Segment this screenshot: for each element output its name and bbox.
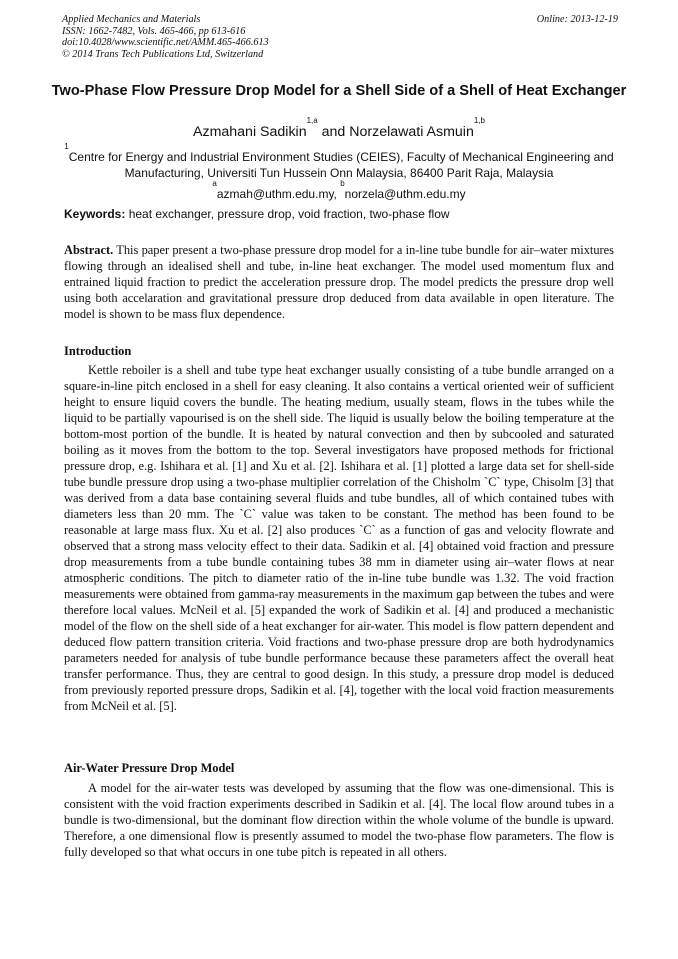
abstract-text: This paper present a two-phase pressure drop model for a in-line tube bundle for air–water mixtures flowing through an idealised shell and tube, in-line heat exchanger. The model used momentum flux and entrained liquid fraction to predict the acceleration pressure drop. The model predicts the pressure drop well using both accelaration and gravitational pressure drop deduced from data available in open literature. The model is shown to be mass flux dependence. [64, 243, 614, 321]
doi-line[interactable]: doi:10.4028/www.scientific.net/AMM.465-466.613 [62, 37, 269, 49]
model-section-paragraph: A model for the air-water tests was developed by assuming that the flow was one-dimensional. This is consistent with the void fraction experiments described in Sadikin et al. [4]. The local flow around tubes in a bundle is two-dimensional, but the dominant flow direction within the whole volume of the bundle is upward. Therefore, a one dimensional flow is presently assumed to model the two-phase flow parameters. The flow is fully developed so that what occurs in one tube pitch is repeated in all others. [64, 781, 614, 859]
keywords [64, 207, 618, 222]
author-name: Norzelawati Asmuin [349, 124, 474, 140]
email-link[interactable]: azmah@uthm.edu.my, [216, 187, 341, 201]
journal-header [62, 14, 618, 60]
affiliation [54, 142, 624, 181]
model-section-heading: Air-Water Pressure Drop Model [64, 761, 235, 775]
introduction-paragraph: Kettle reboiler is a shell and tube type heat exchanger usually consisting of a tube bundle arranged on a square-in-line pitch enclosed in a shell for easy cleaning. It also contains a vertical oriented weir of sufficient height to ensure liquid covers the bundle. The heating medium, usually steam, flows in the tubes while the liquid to be partially vapourised is on the shell side. The liquid is usually below the boiling temperature at the bottom-most portion of the bundle. It is heated by natural convection and then by subcooled and saturated boiling as it moves from the bottom to the top. Several investigators have proposed methods for frictional pressure drop, e.g. Ishihara et al. [1] and Xu et al. [2]. Ishihara et al. [1] plotted a large data set for shell-side tube bundle pressure drop using a two-phase multiplier correlation of the Chisholm `C` type, Chisolm [3] that was derived from a data base containing several fluids and tube bundles, all of which contained tubes with diameters less than 20 mm. The `C` value was taken to be constant. The method has been found to be reasonable at large mass flux. Xu et al. [2] also produces `C` as a function of gas and velocity flowrate and observed that a strong mass velocity effect to their data. Sadikin et al. [4] obtained void fraction and pressure drop measurements from a tube bundle containing tubes 38 mm in diameter using air–water flows at near atmospheric conditions. The pitch to diameter ratio of the in-line tube bundle was 1.32. The void fraction measurements were obtained from gamma-ray measurements in the maximum gap between the tubes and were therefore local values. McNeil et al. [5] expanded the work of Sadikin et al. [4] and produced a mechanistic model of the flow on the shell side of a heat exchanger for air-water. This model is flow pattern dependent and deduced flow pattern transition criteria. Void fractions and two-phase pressure drop are both hydrodynamics parameters needed for analysis of tube bundle performance because these parameters affect the overall heat transfer performance. Thus, they are central to good design. In this study, a pressure drop model is deduced from previously reported pressure drops, Sadikin et al. [4], together with the local void fraction measurements from McNeil et al. [5]. [64, 363, 614, 713]
email-line [54, 179, 624, 202]
email-mark: a [212, 179, 217, 188]
email-link[interactable]: norzela@uthm.edu.my [344, 187, 466, 201]
abstract-label: Abstract. [64, 243, 114, 257]
author-affiliation-mark: 1,b [473, 116, 485, 125]
author-line [50, 116, 628, 141]
issn-line: ISSN: 1662-7482, Vols. 465-466, pp 613-616 [62, 25, 246, 37]
keywords-label: Keywords: [64, 207, 126, 221]
email-mark: b [340, 179, 345, 188]
affiliation-text: Centre for Energy and Industrial Environment Studies (CEIES), Faculty of Mechanical Engineering and Manufacturing, Universiti Tun Hussein Onn Malaysia, 86400 Parit Raja, Malaysia [68, 150, 614, 180]
abstract [64, 242, 614, 322]
affiliation-mark: 1 [64, 142, 69, 151]
keywords-text: heat exchanger, pressure drop, void fraction, two-phase flow [125, 207, 450, 221]
author-joiner: and [317, 124, 350, 140]
online-date: Online: 2013-12-19 [536, 14, 618, 25]
paper-title: Two-Phase Flow Pressure Drop Model for a Shell Side of a Shell of Heat Exchanger [51, 83, 627, 99]
journal-name: Applied Mechanics and Materials [62, 14, 201, 25]
author-affiliation-mark: 1,a [306, 116, 318, 125]
copyright-line: © 2014 Trans Tech Publications Ltd, Switzerland [62, 48, 264, 60]
introduction-heading: Introduction [64, 344, 132, 358]
author-name: Azmahani Sadikin [193, 124, 307, 140]
